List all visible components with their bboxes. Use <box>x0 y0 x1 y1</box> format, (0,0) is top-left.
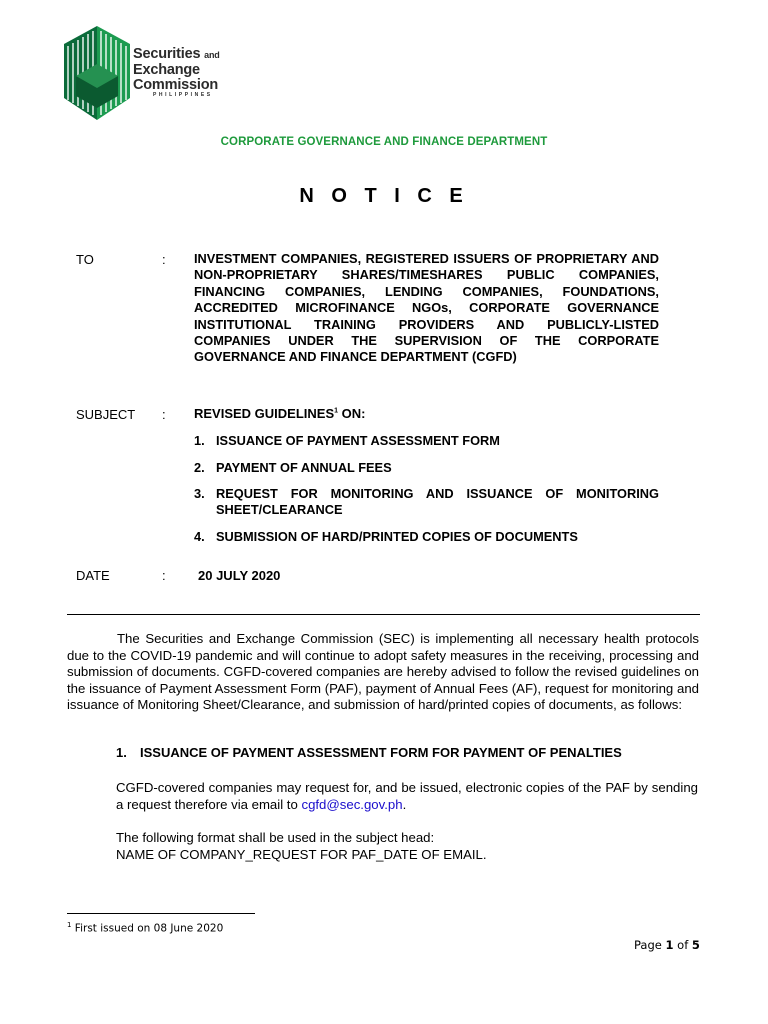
logo-wordmark-securities <box>133 46 220 62</box>
subject-heading-text: REVISED GUIDELINES <box>194 406 335 421</box>
section-heading-text: ISSUANCE OF PAYMENT ASSESSMENT FORM FOR PAYMENT OF PENALTIES <box>140 745 622 760</box>
logo-text-securities: Securities <box>133 46 201 62</box>
header-divider <box>67 614 700 615</box>
subject-list-item <box>194 433 659 449</box>
section-paragraph <box>116 780 698 813</box>
footnote-divider <box>67 913 255 914</box>
list-item-number: 1. <box>194 433 205 448</box>
logo-text-and: and <box>204 50 220 60</box>
list-item-number: 2. <box>194 460 205 475</box>
section-paragraph-end: . <box>402 796 407 812</box>
subject-heading-tail: ON: <box>338 406 366 421</box>
subject-label: SUBJECT <box>76 407 136 422</box>
footnote-number: 1 <box>67 921 72 929</box>
to-recipients: INVESTMENT COMPANIES, REGISTERED ISSUERS OF PROPRIETARY AND NON-PROPRIETARY SHARES/TIMESHARES PUBLIC COMPANIES, FINANCING COMPANIES, LENDING COMPANIES, FOUNDATIONS, ACCREDITED MICROFINANCE NGOs, CORPORATE GOVERNANCE INSTITUTIONAL TRAINING PROVIDERS AND PUBLICLY-LISTED COMPANIES UNDER THE SUPERVISION OF THE CORPORATE GOVERNANCE AND FINANCE DEPARTMENT (CGFD) <box>194 251 659 365</box>
list-item-text: REQUEST FOR MONITORING AND ISSUANCE OF MONITORING SHEET/CLEARANCE <box>216 486 659 518</box>
sec-logo-mark-icon <box>64 26 130 120</box>
subject-list-item <box>194 486 659 519</box>
list-item-text: PAYMENT OF ANNUAL FEES <box>216 460 392 475</box>
list-item-number: 4. <box>194 529 205 544</box>
list-item-number: 3. <box>194 486 205 501</box>
subject-heading <box>194 406 366 421</box>
date-colon: : <box>162 568 166 583</box>
logo-text-commission: Commission <box>133 77 219 93</box>
to-label: TO <box>76 252 94 267</box>
section-heading <box>116 745 622 760</box>
format-instruction: The following format shall be used in the subject head: <box>116 830 435 845</box>
page-total: 5 <box>691 938 700 952</box>
to-colon: : <box>162 252 166 267</box>
logo-text-country: PHILIPPINES <box>153 92 213 98</box>
date-value: 20 JULY 2020 <box>198 568 281 583</box>
intro-paragraph: The Securities and Exchange Commission (SEC) is implementing all necessary health protocols due to the COVID-19 pandemic and will continue to adopt safety measures in the receiving, processing and submission of documents. CGFD-covered companies are hereby advised to follow the revised guidelines on the issuance of Payment Assessment Form (PAF), payment of Annual Fees (AF), request for monitoring and issuance of Monitoring Sheet/Clearance, and submission of hard/printed copies of documents, as follows: <box>67 631 699 713</box>
notice-title: N O T I C E <box>299 185 469 207</box>
list-item-text: ISSUANCE OF PAYMENT ASSESSMENT FORM <box>216 433 500 448</box>
subject-list-item <box>194 529 659 545</box>
footnote-marker[interactable]: 1 <box>334 407 339 415</box>
section-paragraph-text: CGFD-covered companies may request for, and be issued, electronic copies of the PAF by sending a request therefore via email to <box>116 780 698 812</box>
page-prefix: Page <box>634 938 666 952</box>
department-title: CORPORATE GOVERNANCE AND FINANCE DEPARTMENT <box>220 136 548 148</box>
subject-list-item <box>194 460 659 476</box>
footnote <box>67 921 223 935</box>
date-label: DATE <box>76 568 110 583</box>
list-item-text: SUBMISSION OF HARD/PRINTED COPIES OF DOCUMENTS <box>216 529 578 544</box>
footnote-text: First issued on 08 June 2020 <box>71 922 224 935</box>
email-link[interactable]: cgfd@sec.gov.ph <box>301 796 403 812</box>
page-number <box>634 938 700 952</box>
subject-colon: : <box>162 407 166 422</box>
format-example: NAME OF COMPANY_REQUEST FOR PAF_DATE OF EMAIL. <box>116 847 487 862</box>
logo-text-exchange: Exchange <box>133 62 200 78</box>
page-current: 1 <box>665 938 674 952</box>
page-of: of <box>673 938 692 952</box>
section-number: 1. <box>116 745 127 760</box>
